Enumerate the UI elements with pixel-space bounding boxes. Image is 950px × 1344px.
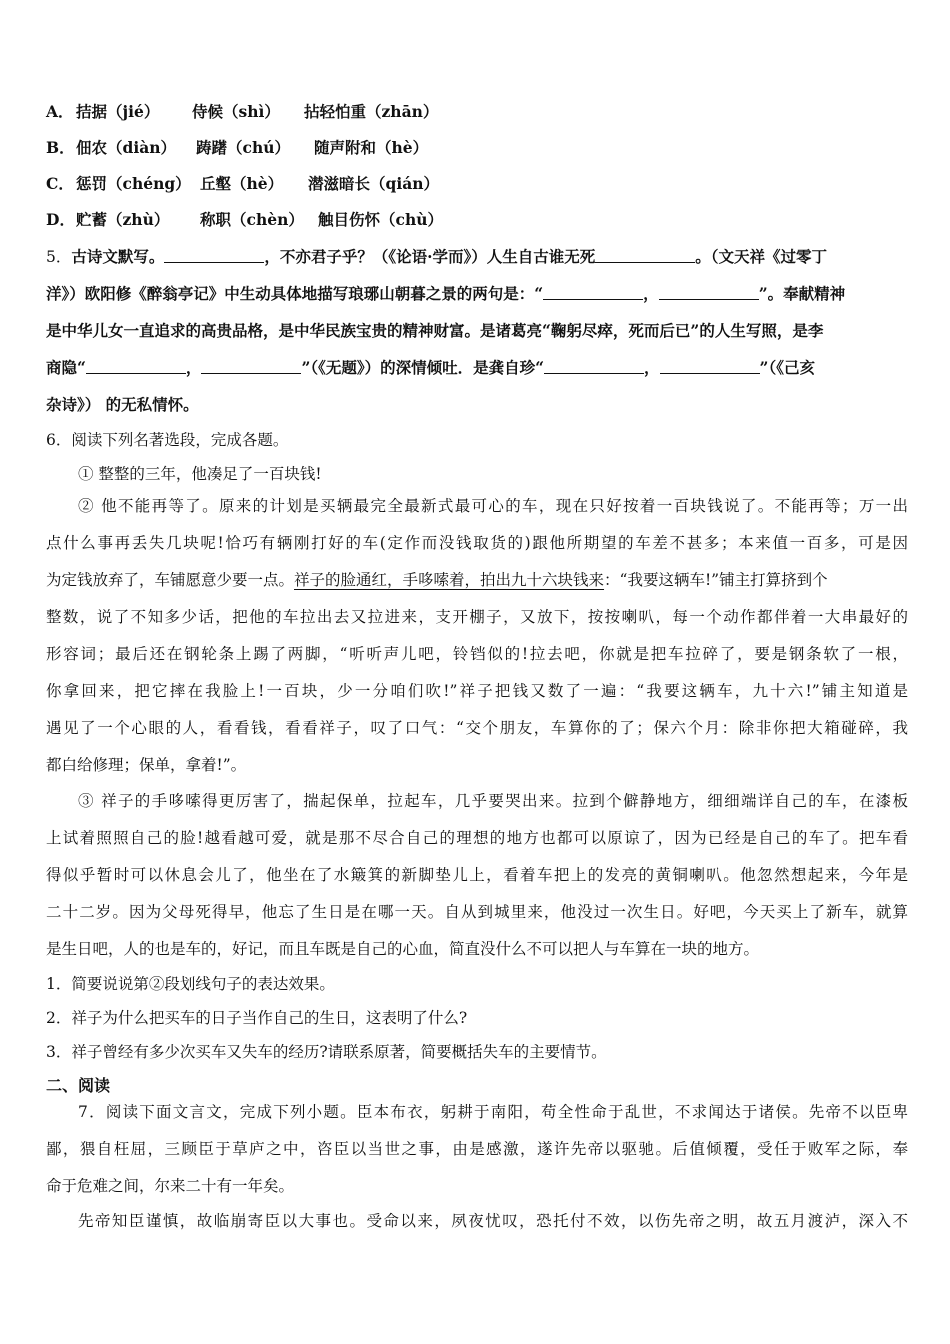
option-b <box>46 136 908 158</box>
q6-p2-line: ② 他不能再等了。原来的计划是买辆最完全最新式最可心的车，现在只好按着一百块钱说了。不能再等；万一出 <box>78 497 908 515</box>
q6-p2-line: 整数，说了不知多少话，把他的车拉出去又拉进来，支开棚子，又放下，按按喇叭，每一个动作都伴着一大串最好的 <box>46 608 908 626</box>
option-letter: C． <box>46 174 74 193</box>
q5-text: ”（《无题》）的深情倾吐．是龚自珍“ <box>301 358 545 377</box>
q6-p2-line: 你拿回来，把它摔在我脸上!一百块，少一分咱们吹!”祥子把钱又数了一遍：“我要这辆车，九十六!”铺主知道是 <box>46 682 908 700</box>
q7-line: 7．阅读下面文言文，完成下列小题。臣本布衣，躬耕于南阳，苟全性命于乱世，不求闻达于诸侯。先帝不以臣卑 <box>78 1103 908 1121</box>
fill-blank[interactable] <box>86 358 186 374</box>
q5-line-4 <box>46 356 908 378</box>
q6-text: ：“我要这辆车!”铺主打算挤到个 <box>604 571 828 589</box>
q5-text: ， <box>185 358 202 377</box>
option-item: 随声附和（hè） <box>314 138 429 157</box>
section-heading: 二、阅读 <box>46 1076 111 1095</box>
q6-p3-line: 上试着照照自己的脸!越看越可爱，就是那不尽合自己的理想的地方也都可以原谅了，因为已经是自己的车了。把车看 <box>46 829 908 847</box>
q6-p3-line: ③ 祥子的手哆嗦得更厉害了，揣起保单，拉起车，几乎要哭出来。拉到个僻静地方，细细端详自己的车，在漆板 <box>78 792 908 810</box>
q7-line: 鄙，猥自枉屈，三顾臣于草庐之中，咨臣以当世之事，由是感激，遂许先帝以驱驰。后值倾覆，受任于败军之际，奉 <box>46 1140 908 1158</box>
fill-blank[interactable] <box>201 358 301 374</box>
q5-text: 商隐“ <box>46 358 86 377</box>
q6-question-1: 1．简要说说第②段划线句子的表达效果。 <box>46 975 335 993</box>
option-a <box>46 100 908 122</box>
q5-text: 古诗文默写。 <box>71 247 165 266</box>
option-item: 潜滋暗长（qián） <box>308 174 440 193</box>
option-item: 踌躇（chú） <box>196 138 290 157</box>
option-item: 侍候（shì） <box>192 102 280 121</box>
option-d <box>46 208 908 230</box>
fill-blank[interactable] <box>659 284 759 300</box>
q5-line-1 <box>46 245 908 267</box>
option-letter: D． <box>46 210 75 229</box>
question-number: 5． <box>46 248 72 266</box>
fill-blank[interactable] <box>164 247 264 263</box>
option-c <box>46 172 908 194</box>
option-item: 丘壑（hè） <box>200 174 284 193</box>
option-item: 称职（chèn） <box>200 210 304 229</box>
fill-blank[interactable] <box>543 284 643 300</box>
q6-intro: 6．阅读下列名著选段，完成各题。 <box>46 431 289 449</box>
q6-text: 为定钱放弃了，车铺愿意少要一点。 <box>46 571 295 589</box>
underlined-sentence: 祥子的脸通红，手哆嗦着，拍出九十六块钱来 <box>294 571 605 589</box>
q5-line-3: 是中华儿女一直追求的高贵品格，是中华民族宝贵的精神财富。是诸葛亮“鞠躬尽瘁，死而后已”的人生写照，是李 <box>46 321 824 340</box>
q5-text: ，不亦君子乎？（《论语·学而》）人生自古谁无死 <box>264 247 596 266</box>
q6-p2-line: 形容词；最后还在钢轮条上踢了两脚，“听听声儿吧，铃铛似的!拉去吧，你就是把车拉碎了，要是钢条软了一根， <box>46 645 908 663</box>
q5-text: ， <box>643 284 659 303</box>
option-item: 拮据（jié） <box>76 102 160 121</box>
q5-line-2 <box>46 282 908 304</box>
q5-text: 洋》）欧阳修《醉翁亭记》中生动具体地描写琅琊山朝暮之景的两句是：“ <box>46 284 544 303</box>
fill-blank[interactable] <box>595 247 695 263</box>
option-item: 佃农（diàn） <box>76 138 177 157</box>
fill-blank[interactable] <box>544 358 644 374</box>
option-item: 触目伤怀（chù） <box>318 210 443 229</box>
q6-question-2: 2．祥子为什么把买车的日子当作自己的生日，这表明了什么? <box>46 1009 468 1027</box>
q6-question-3: 3．祥子曾经有多少次买车又失车的经历?请联系原著，简要概括失车的主要情节。 <box>46 1043 607 1061</box>
fill-blank[interactable] <box>660 358 760 374</box>
q6-p2-line: 点什么事再丢失几块呢!恰巧有辆刚打好的车(定作而没钱取货的)跟他所期望的车差不甚多；本来值一百多，可是因 <box>46 534 908 552</box>
option-letter: B． <box>46 138 75 157</box>
q5-text: 。（文天祥《过零丁 <box>695 247 828 266</box>
q6-p2-line-underlined <box>46 568 908 590</box>
q7-line: 命于危难之间，尔来二十有一年矣。 <box>46 1177 295 1195</box>
q6-paragraph-1: ① 整整的三年，他凑足了一百块钱! <box>78 465 322 483</box>
q5-text: ”。奉献精神 <box>758 284 846 303</box>
option-item: 惩罚（chéng） <box>76 174 191 193</box>
q5-line-5: 杂诗》） 的无私情怀。 <box>46 395 199 414</box>
q6-p2-line: 都白给修理；保单，拿着!”。 <box>46 756 247 774</box>
q6-p2-line: 遇见了一个心眼的人，看看钱，看看祥子，叹了口气：“交个朋友，车算你的了；保六个月：除非你把大箱碰碎，我 <box>46 719 908 737</box>
q6-p3-line: 是生日吧，人的也是车的，好记，而且车既是自己的心血，简直没什么不可以把人与车算在一块的地方。 <box>46 940 760 958</box>
option-item: 拈轻怕重（zhān） <box>304 102 439 121</box>
q6-p3-line: 得似乎暂时可以休息会儿了，他坐在了水簸箕的新脚垫儿上，看着车把上的发亮的黄铜喇叭。他忽然想起来，今年是 <box>46 866 908 884</box>
option-item: 贮蓄（zhù） <box>76 210 170 229</box>
q6-p3-line: 二十二岁。因为父母死得早，他忘了生日是在哪一天。自从到城里来，他没过一次生日。好吧，今天买上了新车，就算 <box>46 903 908 921</box>
q5-text: ， <box>644 358 660 377</box>
q7-paragraph-2: 先帝知臣谨慎，故临崩寄臣以大事也。受命以来，夙夜忧叹，恐托付不效，以伤先帝之明，故五月渡泸，深入不 <box>78 1212 908 1230</box>
q5-text: ”（《己亥 <box>759 358 815 377</box>
option-letter: A． <box>46 102 74 121</box>
